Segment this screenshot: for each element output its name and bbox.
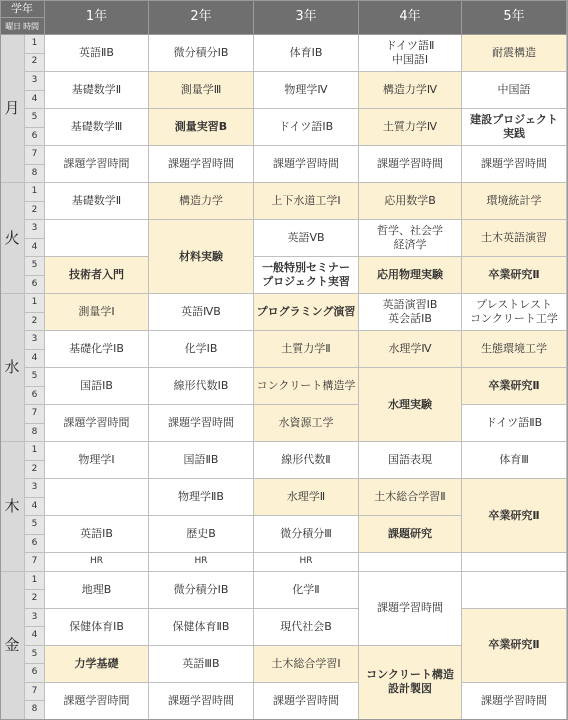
class-cell: 英語ⅣB — [149, 294, 254, 331]
class-cell: 課題学習時間 — [149, 683, 254, 720]
class-cell: 生態環境工学 — [462, 331, 567, 368]
class-cell: 課題学習時間 — [462, 146, 567, 183]
class-cell: 応用数学B — [359, 183, 462, 220]
class-cell: 基礎数学Ⅱ — [45, 72, 149, 109]
period-number: 5 — [25, 646, 45, 665]
class-cell: 英語演習ⅠB 英会話ⅠB — [359, 294, 462, 331]
class-cell: 構造力学Ⅳ — [359, 72, 462, 109]
period-number: 1 — [25, 294, 45, 313]
period-number: 6 — [25, 535, 45, 554]
class-cell: 上下水道工学Ⅰ — [254, 183, 359, 220]
class-cell: 土木総合学習Ⅰ — [254, 646, 359, 683]
class-cell: 現代社会B — [254, 609, 359, 646]
period-number: 7 — [25, 553, 45, 572]
period-number: 7 — [25, 146, 45, 165]
class-cell: コンクリート構造 設計製図 — [359, 646, 462, 720]
period-number: 5 — [25, 109, 45, 128]
period-number: 4 — [25, 627, 45, 646]
class-cell: 国語ⅠB — [45, 368, 149, 405]
class-cell: 微分積分Ⅲ — [254, 516, 359, 553]
class-cell: 卒業研究Ⅱ — [462, 479, 567, 553]
homeroom-cell: HR — [149, 553, 254, 572]
class-cell: 物理学Ⅳ — [254, 72, 359, 109]
class-cell: プログラミング演習 — [254, 294, 359, 331]
period-number: 6 — [25, 128, 45, 147]
class-cell: 土木総合学習Ⅱ — [359, 479, 462, 516]
class-cell: 水資源工学 — [254, 405, 359, 442]
class-cell: 線形代数ⅠB — [149, 368, 254, 405]
period-number: 4 — [25, 91, 45, 110]
day-label: 火 — [0, 183, 25, 294]
class-cell: 卒業研究Ⅱ — [462, 257, 567, 294]
period-number: 3 — [25, 479, 45, 498]
class-cell: 土質力学Ⅱ — [254, 331, 359, 368]
class-cell: 水理実験 — [359, 368, 462, 442]
period-number: 5 — [25, 516, 45, 535]
period-number: 6 — [25, 387, 45, 406]
class-cell: 保健体育ⅠB — [45, 609, 149, 646]
class-cell: 化学Ⅱ — [254, 572, 359, 609]
class-cell: 微分積分ⅠB — [149, 35, 254, 72]
class-cell: 測量実習B — [149, 109, 254, 146]
class-cell: 測量学Ⅰ — [45, 294, 149, 331]
empty-cell — [45, 479, 149, 516]
class-cell: 英語ⅢB — [149, 646, 254, 683]
period-number: 6 — [25, 276, 45, 295]
class-cell: ドイツ語Ⅱ 中国語Ⅰ — [359, 35, 462, 72]
class-cell: 基礎化学ⅠB — [45, 331, 149, 368]
period-number: 4 — [25, 498, 45, 517]
period-number: 5 — [25, 257, 45, 276]
class-cell: 保健体育ⅡB — [149, 609, 254, 646]
class-cell: 課題学習時間 — [45, 146, 149, 183]
grade-header-4: 4年 — [359, 0, 462, 35]
class-cell: 応用物理実験 — [359, 257, 462, 294]
period-number: 4 — [25, 239, 45, 258]
class-cell: 課題学習時間 — [149, 146, 254, 183]
period-number: 8 — [25, 424, 45, 443]
class-cell: 水理学Ⅱ — [254, 479, 359, 516]
homeroom-cell: HR — [254, 553, 359, 572]
class-cell: 体育Ⅲ — [462, 442, 567, 479]
period-number: 3 — [25, 331, 45, 350]
class-cell: 課題学習時間 — [359, 146, 462, 183]
class-cell: 力学基礎 — [45, 646, 149, 683]
class-cell: 耐震構造 — [462, 35, 567, 72]
class-cell: 英語ⅠB — [45, 516, 149, 553]
grade-header-2: 2年 — [149, 0, 254, 35]
class-cell: 課題学習時間 — [254, 146, 359, 183]
day-label: 水 — [0, 294, 25, 442]
class-cell: 一般特別セミナー プロジェクト実習 — [254, 257, 359, 294]
class-cell: 構造力学 — [149, 183, 254, 220]
class-cell: 測量学Ⅲ — [149, 72, 254, 109]
class-cell: 基礎数学Ⅱ — [45, 183, 149, 220]
class-cell: 地理B — [45, 572, 149, 609]
corner-grade-label: 学年 — [0, 0, 44, 18]
class-cell: コンクリート構造学 — [254, 368, 359, 405]
empty-cell — [462, 572, 567, 609]
homeroom-cell: HR — [45, 553, 149, 572]
day-label: 月 — [0, 35, 25, 183]
class-cell: 課題学習時間 — [45, 683, 149, 720]
class-cell: 水理学Ⅳ — [359, 331, 462, 368]
class-cell: 微分積分ⅠB — [149, 572, 254, 609]
class-cell: 卒業研究Ⅱ — [462, 368, 567, 405]
grade-header-5: 5年 — [462, 0, 567, 35]
class-cell: 哲学、社会学 経済学 — [359, 220, 462, 257]
empty-cell — [359, 553, 462, 572]
period-number: 2 — [25, 202, 45, 221]
class-cell: 土木英語演習 — [462, 220, 567, 257]
class-cell: 国語ⅡB — [149, 442, 254, 479]
grade-header-3: 3年 — [254, 0, 359, 35]
period-number: 1 — [25, 572, 45, 591]
period-number: 6 — [25, 664, 45, 683]
class-cell: 化学ⅠB — [149, 331, 254, 368]
class-cell: 技術者入門 — [45, 257, 149, 294]
class-cell: 英語ⅡB — [45, 35, 149, 72]
class-cell: 歴史B — [149, 516, 254, 553]
period-number: 1 — [25, 442, 45, 461]
empty-cell — [462, 553, 567, 572]
period-number: 2 — [25, 313, 45, 332]
class-cell: 線形代数Ⅱ — [254, 442, 359, 479]
class-cell: 体育ⅠB — [254, 35, 359, 72]
class-cell: ドイツ語ⅠB — [254, 109, 359, 146]
period-number: 1 — [25, 183, 45, 202]
class-cell: 課題学習時間 — [359, 572, 462, 646]
class-cell: 建設プロジェクト 実践 — [462, 109, 567, 146]
class-cell: 課題学習時間 — [149, 405, 254, 442]
grade-header-1: 1年 — [45, 0, 149, 35]
corner-day-period-label: 曜日 時間 — [5, 21, 39, 31]
period-number: 1 — [25, 35, 45, 54]
class-cell: 中国語 — [462, 72, 567, 109]
period-number: 2 — [25, 590, 45, 609]
class-cell: 土質力学Ⅳ — [359, 109, 462, 146]
class-cell: 課題研究 — [359, 516, 462, 553]
class-cell: 卒業研究Ⅱ — [462, 609, 567, 683]
class-cell: 課題学習時間 — [462, 683, 567, 720]
day-label: 金 — [0, 572, 25, 720]
class-cell: 課題学習時間 — [45, 405, 149, 442]
period-number: 7 — [25, 683, 45, 702]
class-cell: 物理学ⅡB — [149, 479, 254, 516]
empty-cell — [45, 220, 149, 257]
period-number: 8 — [25, 701, 45, 720]
period-number: 5 — [25, 368, 45, 387]
period-number: 4 — [25, 350, 45, 369]
class-cell: 材料実験 — [149, 220, 254, 294]
class-cell: プレストレスト コンクリート工学 — [462, 294, 567, 331]
period-number: 2 — [25, 54, 45, 73]
class-cell: 英語ⅤB — [254, 220, 359, 257]
corner-header — [0, 0, 45, 35]
class-cell: ドイツ語ⅡB — [462, 405, 567, 442]
day-label: 木 — [0, 442, 25, 572]
period-number: 8 — [25, 165, 45, 184]
class-cell: 物理学Ⅰ — [45, 442, 149, 479]
class-cell: 課題学習時間 — [254, 683, 359, 720]
class-cell: 国語表現 — [359, 442, 462, 479]
period-number: 3 — [25, 609, 45, 628]
period-number: 3 — [25, 220, 45, 239]
class-cell: 環境統計学 — [462, 183, 567, 220]
period-number: 2 — [25, 461, 45, 480]
period-number: 3 — [25, 72, 45, 91]
period-number: 7 — [25, 405, 45, 424]
class-cell: 基礎数学Ⅲ — [45, 109, 149, 146]
